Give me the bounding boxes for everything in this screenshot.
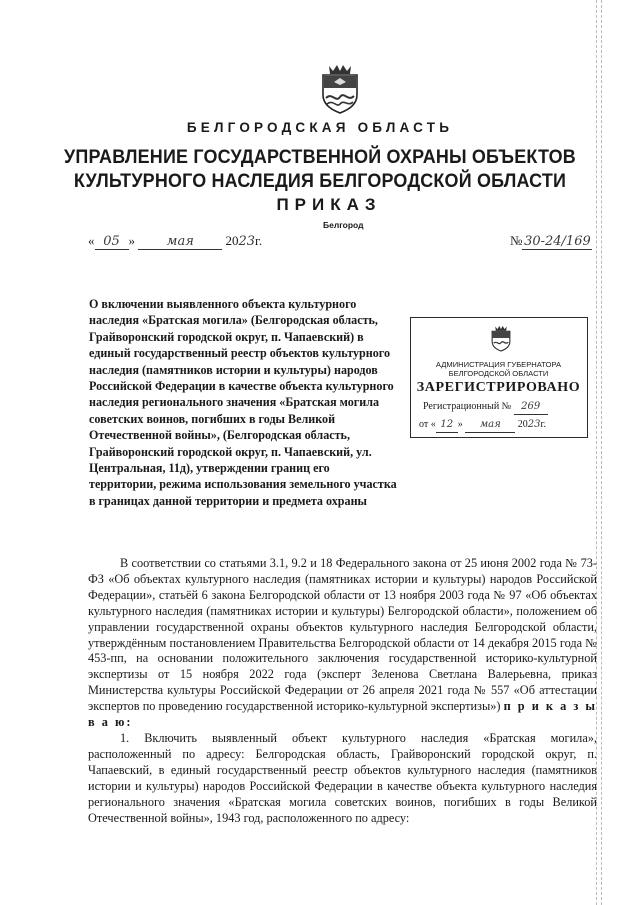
stamp-admin-name [411,360,586,378]
body-paragraph: 1. Включить выявленный объект культурного наследия «Братская могила», расположенный по адресу: Белгородская область, Грайворонский городской округ, п. Чапаевский, в единый государственный реестр объектов культурного наследия (памятников истории и культуры) народов Российской Федерации в качестве объекта культурного наследия регионального значения «Братская могила советских воинов, погибших в годы Великой Отечественной войны», 1943 год, расположенного по адресу: [88,730,597,825]
stamp-year-suffix: 23 [527,419,541,430]
stamp-admin-line2: БЕЛГОРОДСКОЙ ОБЛАСТИ [448,369,549,378]
order-title: О включении выявленного объекта культурного наследия «Братская могила» (Белгородская область, Грайворонский городской округ, п. Чапаевский) в единый государственный реестр объектов культурного наследия (памятников истории и культуры) народов Российской Федерации в качестве объекта культурного наследия регионального значения «Братская могила советских воинов, погибших в годы Великой Отечественной войны», (Белгородская область, Грайворонский городской округ, п. Чапаевский, ул. Центральная, 11д), утверждении границ его территории, режима использования земельного участка в границах данной территории и предмета охраны [89,297,397,508]
coat-of-arms-emblem [317,62,363,114]
stamp-month: мая [465,418,515,433]
number-value: 30-24/169 [524,234,591,249]
date-year-unit: г. [255,233,263,248]
order-number [510,233,592,250]
scan-edge-line [601,0,602,905]
department-name-line1: УПРАВЛЕНИЕ ГОСУДАРСТВЕННОЙ ОХРАНЫ ОБЪЕКТОВ [64,146,576,168]
date-month: мая [138,235,222,250]
stamp-year-unit: г. [540,419,546,430]
document-type: ПРИКАЗ [276,195,382,214]
stamp-admin-line1: АДМИНИСТРАЦИЯ ГУБЕРНАТОРА [435,360,562,369]
body-paragraph1-text: В соответствии со статьями 3.1, 9.2 и 18 Федерального закона от 25 июня 2002 года № 73-ФЗ «Об объектах культурного наследия (памятниках истории и культуры) народов Российской Федерации», статьёй 6 закона Белгородской области от 13 ноября 2003 года № 97 «Об объектах культурного наследия (памятниках истории и культуры) Белгородской области», положением об управлении государственной охраны объектов культурного наследия Белгородской области, утверждённым постановлением Правительства Белгородской области от 14 декабря 2015 года № 453-пп, на основании положительного заключения государственной историко-культурной экспертизы от 15 ноября 2022 года (эксперт Зеленова Светлана Валерьевна, приказ Министерства культуры Российской Федерации от 26 апреля 2021 года № 557 «Об аттестации экспертов по проведению государственной историко-культурной экспертизы») [88,556,597,714]
stamp-emblem-icon [489,324,513,352]
stamp-reg-number [423,400,548,415]
stamp-year-prefix: 20 [517,419,528,430]
order-body [88,556,597,826]
date-open-quote: « [88,233,95,248]
department-name-line2: КУЛЬТУРНОГО НАСЛЕДИЯ БЕЛГОРОДСКОЙ ОБЛАСТИ [73,170,567,192]
region-name: БЕЛГОРОДСКАЯ ОБЛАСТЬ [186,120,454,135]
date-close-quote: » [128,233,135,248]
date-year-prefix: 20 [225,233,239,248]
order-word: п р и к а з ы в а ю: [88,699,597,730]
stamp-reg-date [419,418,546,433]
date-day: 05 [95,235,129,250]
city-name: Белгород [323,220,364,230]
stamp-from-label: от « [419,419,436,430]
date-year-suffix: 23 [238,234,256,249]
stamp-registered: ЗАРЕГИСТРИРОВАНО [416,380,581,395]
stamp-close-quote: » [457,419,463,430]
order-date [88,233,262,250]
registration-stamp [410,317,588,438]
number-label: № [510,233,523,248]
body-paragraph [88,556,597,731]
stamp-reg-value: 269 [514,400,548,415]
stamp-reg-label: Регистрационный № [423,401,512,412]
stamp-day: 12 [436,418,458,433]
